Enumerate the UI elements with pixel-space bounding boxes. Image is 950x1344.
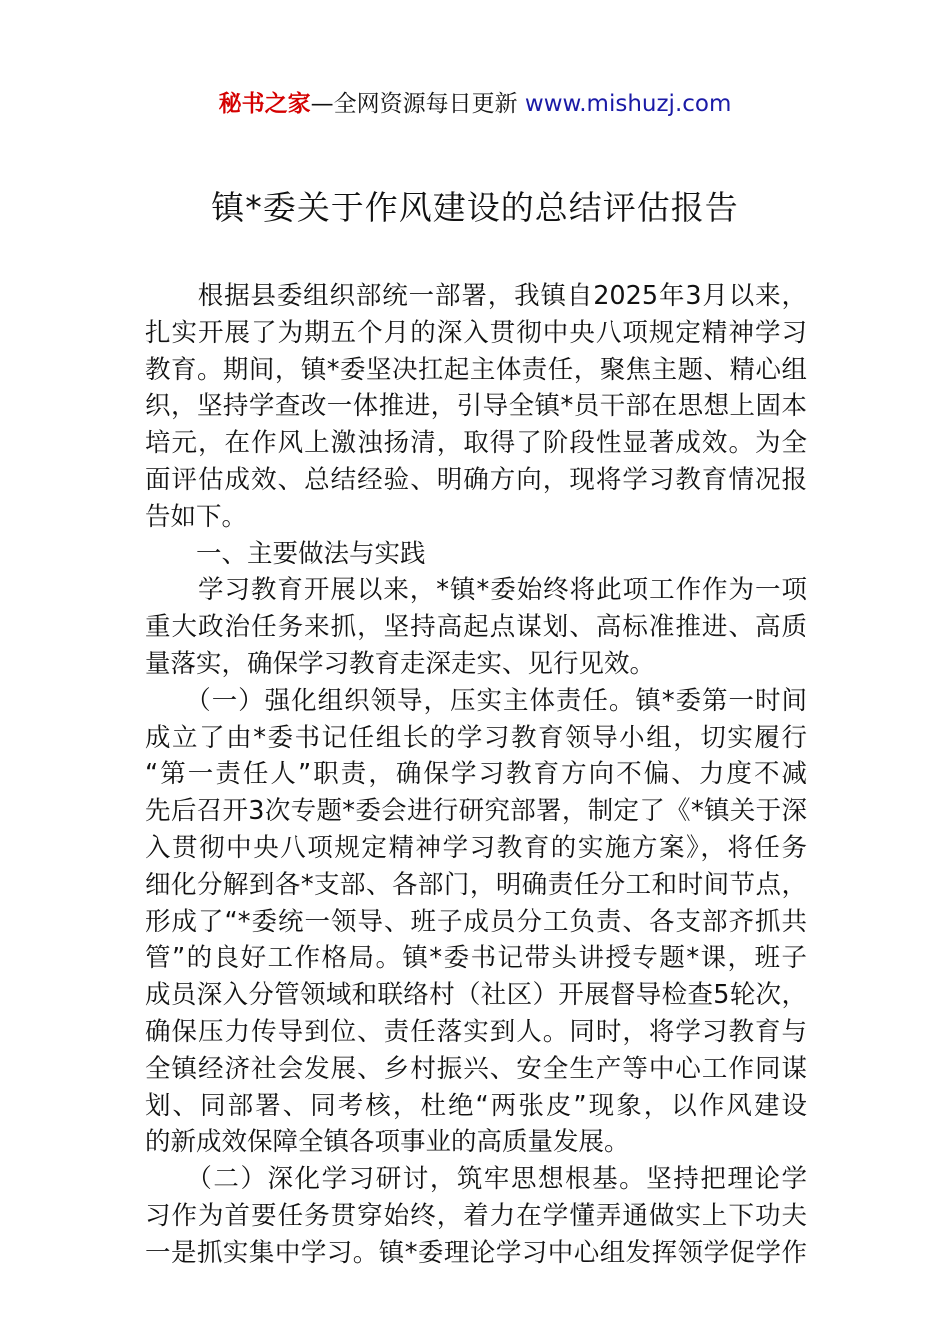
site-header: [0, 88, 950, 120]
body-line: 成员深入分管领域和联络村（社区）开展督导检查5轮次，: [145, 980, 807, 1011]
body-line: （二）深化学习研讨，筑牢思想根基。坚持把理论学: [145, 1164, 807, 1195]
body-line: 扎实开展了为期五个月的深入贯彻中央八项规定精神学习: [145, 317, 807, 348]
body-line: “第一责任人”职责，确保学习教育方向不偏、力度不减: [145, 759, 807, 790]
body-line: （一）强化组织领导，压实主体责任。镇*委第一时间: [145, 685, 807, 716]
body-line: 学习教育开展以来，*镇*委始终将此项工作作为一项: [145, 575, 807, 606]
body-line: 入贯彻中央八项规定精神学习教育的实施方案》，将任务: [145, 832, 807, 863]
document-title: 镇*委关于作风建设的总结评估报告: [211, 188, 739, 227]
body-line: 细化分解到各*支部、各部门，明确责任分工和时间节点，: [145, 869, 807, 900]
body-line: 管”的良好工作格局。镇*委书记带头讲授专题*课，班子: [145, 943, 807, 974]
body-line: 教育。期间，镇*委坚决扛起主体责任，聚焦主题、精心组: [145, 354, 807, 385]
document-body: [145, 278, 807, 1272]
brand-name: 秘书之家: [218, 91, 311, 117]
body-line: 培元，在作风上激浊扬清，取得了阶段性显著成效。为全: [145, 428, 807, 459]
header-slogan: —全网资源每日更新: [310, 91, 518, 117]
body-line: 织，坚持学查改一体推进，引导全镇*员干部在思想上固本: [145, 391, 807, 422]
body-line: 形成了“*委统一领导、班子成员分工负责、各支部齐抓共: [145, 906, 807, 937]
body-line: 重大政治任务来抓，坚持高起点谋划、高标准推进、高质: [145, 612, 807, 643]
site-link[interactable]: www.mishuzj.com: [524, 91, 732, 117]
body-line: 根据县委组织部统一部署，我镇自2025年3月以来，: [145, 281, 807, 311]
body-line: 习作为首要任务贯穿始终，着力在学懂弄通做实上下功夫: [145, 1200, 807, 1231]
body-line: 面评估成效、总结经验、明确方向，现将学习教育情况报: [145, 464, 807, 495]
body-line: 一是抓实集中学习。镇*委理论学习中心组发挥领学促学作: [145, 1237, 807, 1268]
body-line: 量落实，确保学习教育走深走实、见行见效。: [145, 648, 656, 679]
body-line: 先后召开3次专题*委会进行研究部署，制定了《*镇关于深: [145, 796, 807, 827]
body-line: 确保压力传导到位、责任落实到人。同时，将学习教育与: [145, 1016, 807, 1047]
body-line: 划、同部署、同考核，杜绝“两张皮”现象，以作风建设: [145, 1090, 807, 1121]
body-line: 告如下。: [145, 501, 248, 532]
body-line: 的新成效保障全镇各项事业的高质量发展。: [145, 1127, 630, 1158]
body-line: 成立了由*委书记任组长的学习教育领导小组，切实履行: [145, 722, 807, 753]
body-line: 一、主要做法与实践: [145, 538, 426, 569]
body-line: 全镇经济社会发展、乡村振兴、安全生产等中心工作同谋: [145, 1053, 807, 1084]
